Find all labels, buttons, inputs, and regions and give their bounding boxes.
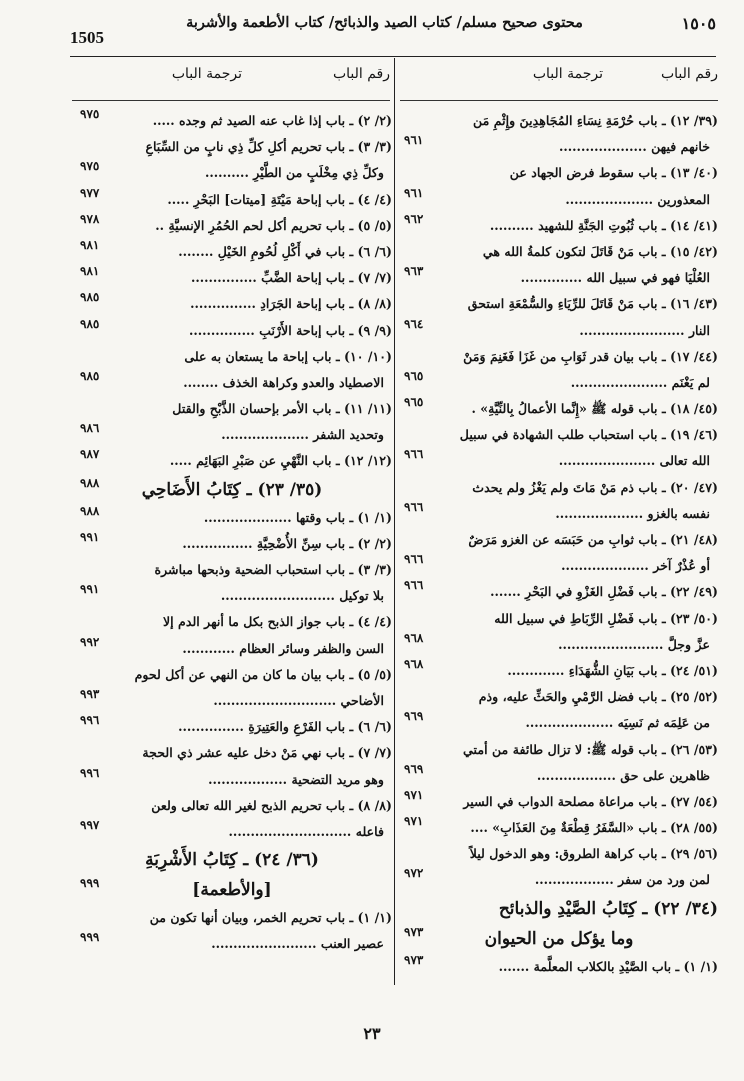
entry-text: (١٢/ ١٢) ـ باب النَّهْيِ عن صَبْرِ البَهَائِم .....: [169, 453, 392, 469]
entry-page-number: ٩٩٩: [80, 930, 100, 945]
right-col-label-num: رقم الباب: [660, 66, 718, 82]
entry-text: النار ........................: [579, 322, 710, 338]
entry-page-number: ٩٩١: [80, 582, 100, 597]
toc-line: [72, 370, 392, 396]
toc-line: [72, 213, 392, 239]
entry-page-number: ٩٩٦: [80, 713, 100, 728]
toc-line: [72, 265, 392, 291]
entry-page-number: ٩٨٥: [80, 316, 100, 331]
entry-text: (١٠/ ١٠) ـ باب إباحة ما يستعان به على: [184, 348, 392, 364]
entry-page-number: ٩٦١: [404, 185, 424, 200]
toc-line: [72, 931, 392, 957]
toc-line: [400, 448, 718, 474]
toc-line: [400, 318, 718, 344]
header-rule: [70, 56, 716, 57]
toc-line: [400, 187, 718, 213]
entry-text: (٣٥/ ٢٣) ـ كِتَابُ الأَضَاحِي: [141, 479, 323, 500]
toc-line: [400, 789, 718, 815]
entry-text: أو عُذْرٌ آخر ....................: [561, 558, 710, 574]
entry-text: (٤٤/ ١٧) ـ باب بيان قدر ثَوَابِ من غَزَا فَغَنِمَ وَمَنْ: [463, 348, 718, 364]
entry-text: (٩/ ٩) ـ باب إباحة الأَرْنَبِ ...............: [188, 322, 392, 338]
toc-line: [400, 684, 718, 710]
entry-page-number: ٩٩١: [80, 529, 100, 544]
toc-line: [72, 291, 392, 317]
toc-line: [400, 213, 718, 239]
entry-text: (٣٩/ ١٢) ـ باب حُرْمَةِ نِسَاءِ المُجَاهِدِينَ وإِثْمِ مَن: [472, 113, 718, 128]
entry-text: العُلْيَا فهو في سبيل الله ..............: [520, 270, 710, 286]
entry-text: (٣٤/ ٢٢) ـ كِتَابُ الصَّيْدِ والذبائح: [498, 898, 718, 919]
entry-text: (٤٢/ ١٥) ـ باب مَنْ قَاتَلَ لتكون كلمةُ الله هي: [482, 243, 718, 259]
entry-page-number: ٩٨٥: [80, 368, 100, 383]
page-number-arabic: ١٥٠٥: [681, 14, 716, 33]
entry-page-number: ٩٨٥: [80, 290, 100, 305]
entry-text: (٥٠/ ٢٣) ـ باب فَضْلِ الرِّبَاطِ في سبيل الله: [494, 610, 718, 626]
toc-line: [400, 606, 718, 632]
entry-text: (٨/ ٨) ـ باب إباحة الجَرَادِ ...............: [190, 296, 392, 312]
entry-text: (٤٥/ ١٨) ـ باب قوله ﷺ «إِنَّما الأعمالُ بِالنِّيَّةِ» .: [471, 401, 718, 417]
entry-text: عصير العنب ........................: [211, 936, 384, 952]
toc-line: [400, 763, 718, 789]
entry-text: (٦/ ٦) ـ باب الفَرْعِ والعَتِيرَةِ ...............: [178, 719, 392, 735]
entry-text: (٥/ ٥) ـ باب بيان ما كان من النهي عن أكل لحوم: [134, 666, 392, 682]
entry-page-number: ٩٧١: [404, 814, 424, 829]
page-number-latin: 1505: [70, 28, 104, 47]
entry-page-number: ٩٦٨: [404, 656, 424, 671]
page-footer-number: ٢٣: [363, 1024, 381, 1043]
entry-page-number: ٩٦٣: [404, 264, 424, 279]
entry-text: (٥٢/ ٢٥) ـ باب فضل الرَّمْيِ والحَثِّ عليه، وذم: [478, 689, 718, 705]
toc-line: [72, 344, 392, 370]
entry-text: (٤٠/ ١٣) ـ باب سقوط فرض الجهاد عن: [509, 165, 718, 181]
toc-line: [400, 867, 718, 893]
entry-text: (٤٧/ ٢٠) ـ باب ذم مَنْ مَاتَ ولم يَغْزُ ولم يحدث: [472, 479, 718, 495]
entry-text: نفسه بالغزو ....................: [555, 505, 710, 521]
toc-line: [72, 793, 392, 819]
entry-page-number: ٩٧٣: [404, 952, 424, 967]
toc-line: [72, 187, 392, 213]
entry-page-number: ٩٦٦: [404, 552, 424, 567]
toc-line: [400, 632, 718, 658]
toc-line: [400, 370, 718, 396]
toc-line: [400, 579, 718, 605]
entry-text: بلا توكيل ..........................: [220, 588, 384, 604]
entry-page-number: ٩٦٩: [404, 761, 424, 776]
entry-page-number: ٩٨١: [80, 264, 100, 279]
toc-line: [72, 767, 392, 793]
toc-line: [400, 553, 718, 579]
toc-line: [72, 108, 392, 134]
entry-text: فاعله ............................: [228, 823, 384, 839]
entry-text: وتحديد الشفر ....................: [221, 427, 384, 443]
kitab-heading: [72, 875, 392, 905]
entry-page-number: ٩٦٩: [404, 709, 424, 724]
entry-text: (١١/ ١١) ـ باب الأمر بإحسان الذَّبْحِ والقتل: [172, 401, 392, 417]
toc-line: [72, 531, 392, 557]
entry-text: (٧/ ٧) ـ باب إباحة الضَّبِّ ...............: [190, 270, 392, 286]
entry-page-number: ٩٦٥: [404, 368, 424, 383]
toc-line: [72, 609, 392, 635]
entry-page-number: ٩٧٥: [80, 107, 100, 121]
toc-line: [72, 160, 392, 186]
entry-text: (٧/ ٧) ـ باب نهي مَنْ دخل عليه عشر ذي الحجة: [142, 745, 392, 761]
entry-page-number: ٩٧٨: [80, 211, 100, 226]
toc-line: [72, 505, 392, 531]
toc-line: [400, 239, 718, 265]
entry-page-number: ٩٧١: [404, 787, 424, 802]
toc-line: [72, 819, 392, 845]
toc-line: [400, 265, 718, 291]
toc-line: [72, 636, 392, 662]
entry-page-number: ٩٩٢: [80, 634, 100, 649]
entry-text: المعذورين ....................: [565, 191, 710, 207]
entry-text: (٦/ ٦) ـ باب في أَكْلِ لُحُومِ الخَيْلِ ........: [178, 243, 392, 259]
page-header: [0, 0, 744, 60]
entry-text: لم يَغْنَم ......................: [570, 374, 710, 390]
toc-line: [400, 108, 718, 134]
entry-text: (٤٣/ ١٦) ـ باب مَنْ قَاتَلَ للرِّيَاءِ والسُّمْعَةِ استحق: [467, 296, 718, 312]
toc-line: [72, 239, 392, 265]
entry-page-number: ٩٨١: [80, 237, 100, 252]
kitab-heading: [72, 845, 392, 875]
entry-page-number: ٩٩٧: [80, 817, 100, 832]
toc-line: [72, 448, 392, 474]
toc-line: [72, 714, 392, 740]
entry-text: (١/ ١) ـ باب وقتها ....................: [203, 509, 392, 525]
running-title: محتوى صحيح مسلم/ كتاب الصيد والذبائح/ كتاب الأطعمة والأشربة: [186, 14, 583, 31]
toc-line: [72, 134, 392, 160]
toc-line: [400, 422, 718, 448]
entry-text: السن والظفر وسائر العظام ............: [182, 640, 384, 656]
entry-text: (٨/ ٨) ـ باب تحريم الذبح لغير الله تعالى ولعن: [151, 797, 392, 813]
entry-text: (١/ ١) ـ باب الصَّيْدِ بالكلاب المعلَّمة .......: [498, 958, 718, 974]
column-divider: [394, 58, 395, 985]
left-column-entries: [72, 108, 392, 957]
entry-text: (٢/ ٢) ـ باب إذا غاب عنه الصيد ثم وجده .....: [152, 113, 392, 128]
toc-line: [72, 318, 392, 344]
entry-page-number: ٩٦٤: [404, 316, 424, 331]
entry-text: وهو مريد التضحية ..................: [208, 771, 384, 787]
entry-text: ظاهرين على حق ..................: [536, 767, 710, 783]
toc-line: [400, 291, 718, 317]
toc-line: [72, 422, 392, 448]
entry-text: (٥٤/ ٢٧) ـ باب مراعاة مصلحة الدواب في السير: [463, 793, 718, 809]
toc-line: [72, 583, 392, 609]
toc-line: [400, 954, 718, 980]
right-column-header: [400, 66, 718, 96]
entry-text: (٥١/ ٢٤) ـ باب بَيَانِ الشُّهَدَاءِ .............: [507, 662, 718, 678]
toc-line: [400, 527, 718, 553]
entry-text: خانهم فيهن ....................: [559, 139, 710, 155]
entry-page-number: ٩٨٨: [80, 503, 100, 518]
entry-page-number: ٩٦٦: [404, 578, 424, 593]
kitab-heading: [400, 894, 718, 924]
entry-text: وكلِّ ذِي مِخْلَبٍ من الطَّيْرِ ..........: [204, 165, 384, 181]
toc-line: [400, 710, 718, 736]
toc-line: [72, 905, 392, 931]
entry-text: (٣/ ٣) ـ باب استحباب الضحية وذبحها مباشرة: [154, 562, 392, 577]
entry-text: (٢/ ٢) ـ باب سِنِّ الأُضْحِيَّةِ ................: [182, 535, 392, 551]
entry-page-number: ٩٦٨: [404, 630, 424, 645]
toc-line: [72, 740, 392, 766]
entry-text: (٣/ ٣) ـ باب تحريم أكلِ كلِّ ذِي نابٍ من السِّبَاعِ: [145, 139, 392, 155]
entry-page-number: ٩٦٥: [404, 395, 424, 410]
kitab-heading: [72, 475, 392, 505]
left-col-label-num: رقم الباب: [332, 66, 390, 82]
toc-line: [400, 160, 718, 186]
entry-text: (٥٣/ ٢٦) ـ باب قوله ﷺ: لا تزال طائفة من أمتي: [463, 741, 718, 757]
entry-page-number: ٩٩٦: [80, 765, 100, 780]
right-header-rule: [400, 100, 718, 101]
right-col-label-title: ترجمة الباب: [532, 66, 603, 82]
left-column-header: [72, 66, 390, 96]
entry-page-number: ٩٩٩: [80, 876, 100, 891]
toc-line: [400, 841, 718, 867]
entry-text: من عَلِمَه ثم نَسِيَه ....................: [525, 715, 710, 731]
toc-line: [400, 737, 718, 763]
entry-page-number: ٩٨٨: [80, 475, 100, 490]
left-col-label-title: ترجمة الباب: [171, 66, 242, 82]
entry-page-number: ٩٦٦: [404, 499, 424, 514]
entry-text: (٥٦/ ٢٩) ـ باب كراهة الطروق: وهو الدخول ليلاً: [469, 846, 718, 862]
entry-text: الله تعالى ......................: [558, 453, 710, 469]
entry-text: (٤٦/ ١٩) ـ باب استحباب طلب الشهادة في سبيل: [459, 427, 718, 443]
entry-page-number: ٩٦٢: [404, 211, 424, 226]
entry-page-number: ٩٨٧: [80, 447, 100, 462]
entry-page-number: ٩٧٥: [80, 159, 100, 174]
entry-text: (٣٦/ ٢٤) ـ كِتَابُ الأَشْرِبَةِ: [145, 850, 319, 871]
entry-text: (٤٨/ ٢١) ـ باب ثوابِ من حَبَسَه عن الغزو مَرَضٌ: [468, 532, 718, 547]
entry-text: الاصطياد والعدو وكراهة الخذف ........: [183, 374, 384, 390]
toc-line: [400, 501, 718, 527]
entry-page-number: ٩٧٣: [404, 924, 424, 939]
toc-line: [72, 557, 392, 583]
toc-line: [72, 396, 392, 422]
entry-page-number: ٩٦٦: [404, 447, 424, 462]
entry-text: لمن ورد من سفر ..................: [534, 872, 710, 888]
right-column-entries: [400, 108, 718, 980]
entry-text: (٤/ ٤) ـ باب إباحة مَيْتَةِ [ميتات] البَحْرِ .....: [167, 191, 392, 207]
toc-line: [400, 815, 718, 841]
toc-line: [72, 662, 392, 688]
entry-page-number: ٩٦١: [404, 133, 424, 148]
toc-line: [400, 344, 718, 370]
entry-page-number: ٩٧٧: [80, 185, 100, 200]
entry-text: وما يؤكل من الحيوان: [484, 928, 634, 949]
entry-page-number: ٩٩٣: [80, 686, 100, 701]
left-header-rule: [72, 100, 390, 101]
entry-text: (٤١/ ١٤) ـ باب ثُبُوتِ الجَنَّةِ للشهيد ..........: [489, 217, 718, 233]
entry-text: [والأطعمة]: [192, 880, 272, 901]
kitab-heading: [400, 924, 718, 954]
entry-text: (٥٥/ ٢٨) ـ باب «السَّفَرُ قِطْعَةٌ مِنَ العَذَابِ» ....: [470, 820, 718, 836]
toc-line: [400, 658, 718, 684]
entry-text: (٤٩/ ٢٢) ـ باب فَضْلِ الغَزْوِ في البَحْرِ .......: [490, 584, 718, 600]
entry-text: (٤/ ٤) ـ باب جواز الذبح بكل ما أنهر الدم إلا: [162, 614, 392, 630]
entry-text: (٥/ ٥) ـ باب تحريم أكل لحم الحُمُرِ الإنسيَّةِ ..: [155, 217, 392, 233]
toc-line: [400, 475, 718, 501]
entry-page-number: ٩٨٦: [80, 421, 100, 436]
entry-text: (١/ ١) ـ باب تحريم الخمر، وبيان أنها تكون من: [149, 910, 392, 926]
toc-line: [400, 134, 718, 160]
entry-text: عزَّ وجلَّ ........................: [558, 636, 710, 652]
entry-page-number: ٩٧٢: [404, 866, 424, 881]
toc-line: [72, 688, 392, 714]
entry-text: الأضاحي ............................: [213, 692, 384, 708]
toc-line: [400, 396, 718, 422]
